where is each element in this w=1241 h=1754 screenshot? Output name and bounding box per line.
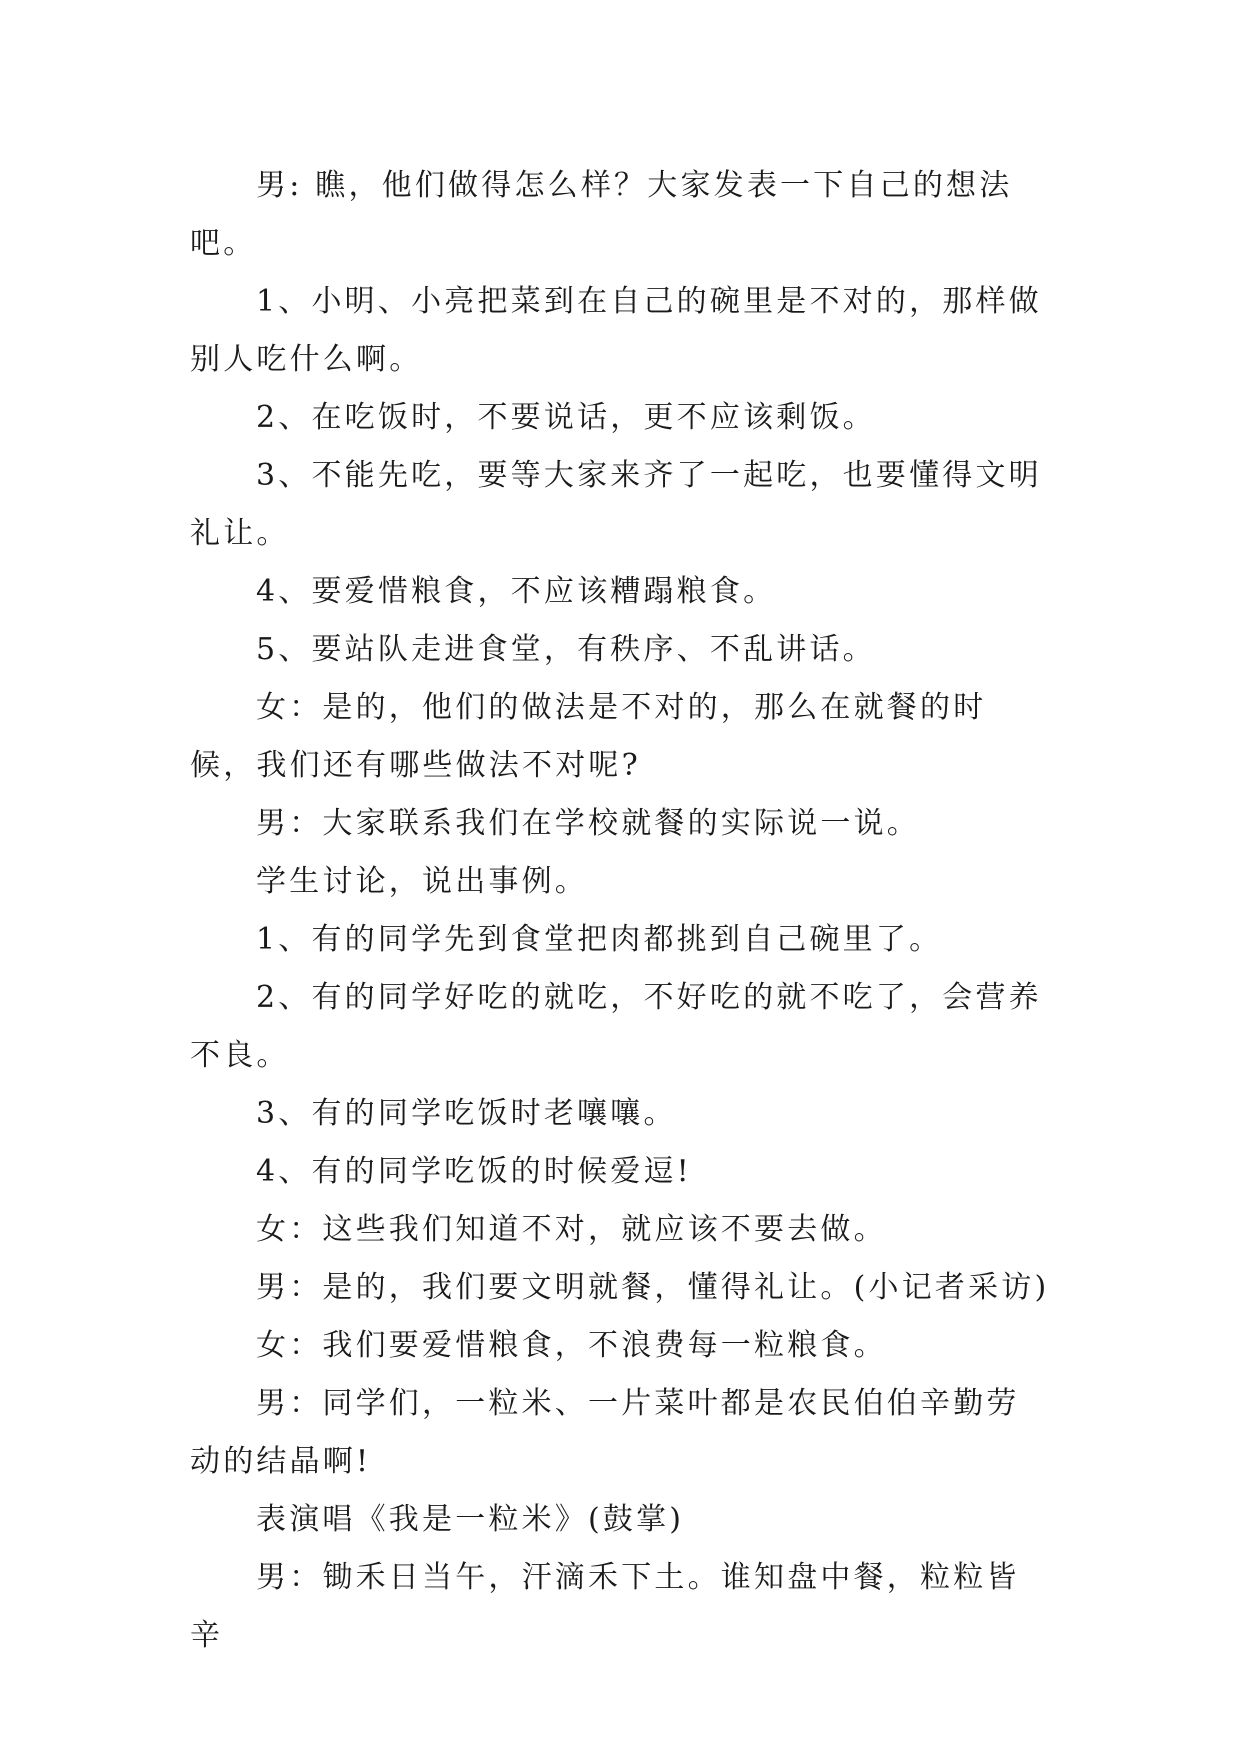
paragraph: 2、有的同学好吃的就吃，不好吃的就不吃了，会营养不良。 <box>190 980 1042 1073</box>
paragraph: 女：这些我们知道不对，就应该不要去做。 <box>256 1212 887 1247</box>
paragraph: 男：是的，我们要文明就餐，懂得礼让。(小记者采访) <box>256 1270 1050 1305</box>
paragraph: 学生讨论，说出事例。 <box>256 864 588 899</box>
paragraph: 女：是的，他们的做法是不对的，那么在就餐的时候，我们还有哪些做法不对呢? <box>190 690 987 783</box>
paragraph: 3、有的同学吃饭时老嚷嚷。 <box>256 1096 677 1131</box>
paragraph: 男：大家联系我们在学校就餐的实际说一说。 <box>256 806 920 841</box>
body-text <box>190 157 1050 1665</box>
paragraph: 3、不能先吃，要等大家来齐了一起吃，也要懂得文明礼让。 <box>190 458 1042 551</box>
paragraph: 男：同学们，一粒米、一片菜叶都是农民伯伯辛勤劳动的结晶啊! <box>190 1386 1020 1479</box>
paragraph: 2、在吃饭时，不要说话，更不应该剩饭。 <box>256 400 876 435</box>
paragraph: 4、要爱惜粮食，不应该糟蹋粮食。 <box>256 574 777 609</box>
paragraph: 男: 瞧，他们做得怎么样？大家发表一下自己的想法吧。 <box>190 168 1013 261</box>
paragraph: 女：我们要爱惜粮食，不浪费每一粒粮食。 <box>256 1328 887 1363</box>
paragraph: 1、小明、小亮把菜到在自己的碗里是不对的，那样做别人吃什么啊。 <box>190 284 1042 377</box>
paragraph: 4、有的同学吃饭的时候爱逗! <box>256 1154 692 1189</box>
paragraph: 表演唱《我是一粒米》(鼓掌) <box>256 1502 685 1537</box>
paragraph: 男：锄禾日当午，汗滴禾下土。谁知盘中餐，粒粒皆辛 <box>190 1560 1020 1653</box>
paragraph: 1、有的同学先到食堂把肉都挑到自己碗里了。 <box>256 922 943 957</box>
paragraph: 5、要站队走进食堂，有秩序、不乱讲话。 <box>256 632 876 667</box>
